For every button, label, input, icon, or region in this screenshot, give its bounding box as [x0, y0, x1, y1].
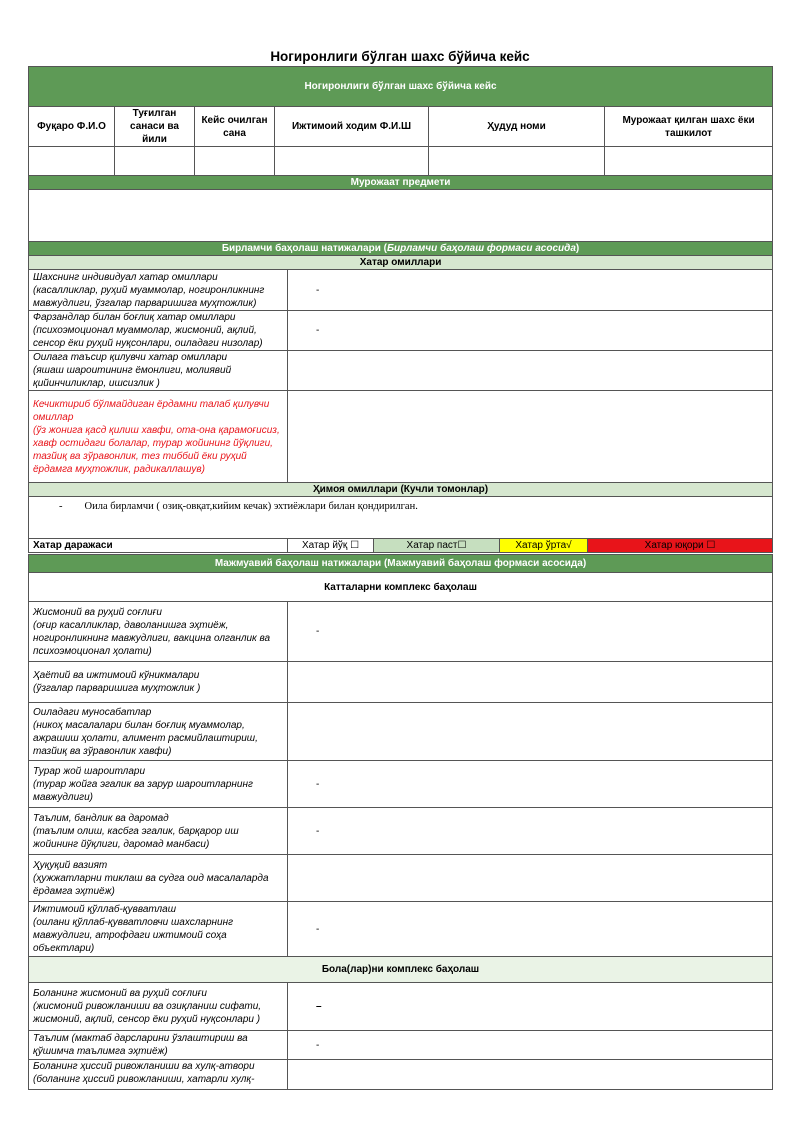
col-citizen-name: Фуқаро Ф.И.О: [29, 107, 115, 147]
adult-row-label: Жисмоний ва руҳий соғлиғи (оғир касалликлар, даволанишга эҳтиёж, ногиронликнинг мавжудлиги, вакцина олганлик ва психоэмоционал ҳолати): [29, 602, 288, 662]
col-social-worker: Ижтимоий ходим Ф.И.Ш: [275, 107, 429, 147]
risk-factors-header: Хатар омиллари: [29, 256, 773, 270]
citizen-name-field[interactable]: [29, 147, 115, 176]
region-field[interactable]: [429, 147, 605, 176]
adult-row-label: Ҳаётий ва ижтимоий кўникмалари (ўзгалар парваришига муҳтожлик ): [29, 662, 288, 703]
applicant-field[interactable]: [605, 147, 773, 176]
protection-factors-field[interactable]: [29, 497, 773, 539]
adult-row-value[interactable]: -: [288, 808, 773, 855]
list-bullet: -: [59, 501, 63, 512]
risk-level-none[interactable]: Хатар йўқ ☐: [288, 539, 374, 553]
complex-assessment-table: [28, 554, 773, 1090]
adult-row-value[interactable]: [288, 662, 773, 703]
adult-row-value[interactable]: [288, 703, 773, 761]
risk-level-medium[interactable]: Хатар ўрта√: [500, 539, 588, 553]
risk-level-low[interactable]: Хатар паст☐: [374, 539, 500, 553]
adult-row-label: Таълим, бандлик ва даромад (таълим олиш, касбга эгалик, барқарор иш жойининг йўқлиги, даромад манбаси): [29, 808, 288, 855]
risk-level-high[interactable]: Хатар юқори ☐: [588, 539, 773, 553]
primary-assessment-table: [28, 241, 773, 553]
child-row-label: Боланинг жисмоний ва руҳий соғлиғи (жисмоний ривожланиши ва озиқланиш сифати, жисмоний, ақлий, сенсор ёки руҳий нуқсонлари ): [29, 983, 288, 1031]
col-case-open-date: Кейс очилган сана: [195, 107, 275, 147]
col-birth-date: Туғилган санаси ва йили: [115, 107, 195, 147]
risk-row-label: Оилага таъсир қилувчи хатар омиллари (яшаш шароитининг ёмонлиги, молиявий қийинчиликлар, ишсизлик ): [29, 351, 288, 391]
child-row-value[interactable]: -: [288, 1031, 773, 1060]
child-row-value[interactable]: [288, 1060, 773, 1090]
adult-row-label: Оиладаги муносабатлар (никоҳ масалалари билан боғлиқ муаммолар, ажрашиш ҳолати, алимент расмийлаштириш, тазйиқ ва зўравонлик хавфи): [29, 703, 288, 761]
adults-assessment-header: Катталарни комплекс баҳолаш: [29, 573, 773, 602]
protection-text: Оила бирламчи ( озиқ-овқат,кийим кечак) эхтиёжлари билан қондирилган.: [84, 501, 418, 512]
urgent-risk-row-label: Кечиктириб бўлмайдиган ёрдамни талаб қилувчи омиллар (ўз жонига қасд қилиш хавфи, ота-она қарамоғисиз, хавф остидаги болалар, турар жойининг йўқлиги, тазйиқ ва зўравонлик, тез тиббий ёки руҳий ёрдамга муҳтожлик, радикаллашув): [29, 391, 288, 483]
primary-assessment-header: Бирламчи баҳолаш натижалари (Бирламчи баҳолаш формаси асосида): [29, 242, 773, 256]
birth-date-field[interactable]: [115, 147, 195, 176]
col-region: Ҳудуд номи: [429, 107, 605, 147]
risk-row-value[interactable]: [288, 391, 773, 483]
case-open-date-field[interactable]: [195, 147, 275, 176]
protection-factors-header: Ҳимоя омиллари (Кучли томонлар): [29, 483, 773, 497]
risk-row-value[interactable]: -: [288, 311, 773, 351]
adult-row-value[interactable]: [288, 855, 773, 902]
adult-row-label: Ижтимоий қўллаб-қувватлаш (оилани қўллаб-қувватловчи шахсларнинг мавжудлиги, атрофдаги ижтимоий соҳа объектлари): [29, 902, 288, 957]
request-subject-header: Мурожаат предмети: [29, 176, 773, 190]
adult-row-value[interactable]: -: [288, 761, 773, 808]
risk-level-label: Хатар даражаси: [29, 539, 288, 553]
social-worker-field[interactable]: [275, 147, 429, 176]
child-row-label: Боланинг ҳиссий ривожланиши ва хулқ-атвори (боланинг ҳиссий ривожланиши, хатарли хулқ-: [29, 1060, 288, 1090]
case-table: [28, 66, 773, 242]
col-applicant: Мурожаат қилган шахс ёки ташкилот: [605, 107, 773, 147]
adult-row-value[interactable]: -: [288, 602, 773, 662]
children-assessment-header: Бола(лар)ни комплекс баҳолаш: [29, 957, 773, 983]
risk-row-label: Шахснинг индивидуал хатар омиллари (касалликлар, руҳий муаммолар, ногиронликнинг мавжудлиги, ўзгалар парваришига муҳтожлик): [29, 270, 288, 311]
risk-row-value[interactable]: -: [288, 270, 773, 311]
child-row-value[interactable]: –: [288, 983, 773, 1031]
request-subject-field[interactable]: [29, 190, 773, 242]
document-title: Ногиронлиги бўлган шахс бўйича кейс: [270, 49, 530, 64]
table-header: Ногиронлиги бўлган шахс бўйича кейс: [29, 67, 773, 107]
risk-row-label: Фарзандлар билан боғлиқ хатар омиллари (психоэмоционал муаммолар, жисмоний, ақлий, сенсор ёки руҳий нуқсонлари, оиладаги низолар): [29, 311, 288, 351]
adult-row-label: Ҳуқуқий вазият (ҳужжатларни тиклаш ва судга оид масалаларда ёрдамга эҳтиёж): [29, 855, 288, 902]
complex-assessment-header: Мажмуавий баҳолаш натижалари (Мажмуавий баҳолаш формаси асосида): [29, 555, 773, 573]
child-row-label: Таълим (мактаб дарсларини ўзлаштириш ва қўшимча таълимга эҳтиёж): [29, 1031, 288, 1060]
adult-row-value[interactable]: -: [288, 902, 773, 957]
risk-row-value[interactable]: [288, 351, 773, 391]
adult-row-label: Турар жой шароитлари (турар жойга эгалик ва зарур шароитларнинг мавжудлиги): [29, 761, 288, 808]
